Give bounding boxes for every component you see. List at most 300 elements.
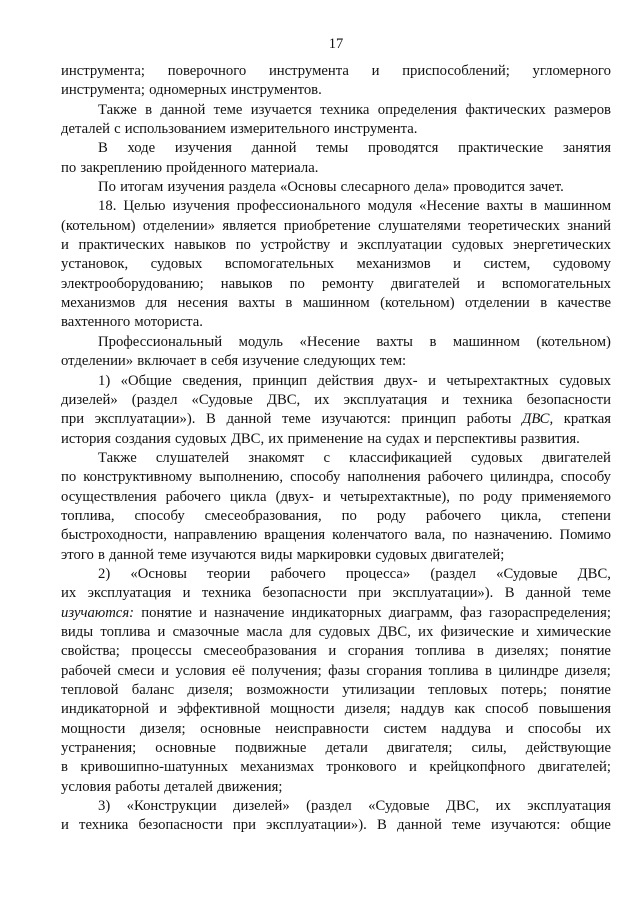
word: диаграмм,	[388, 604, 453, 621]
word: свойства;	[61, 643, 120, 660]
word: топлива,	[61, 507, 115, 524]
text-line	[61, 120, 611, 139]
word: двигателей	[541, 449, 611, 466]
word: «Общие	[120, 372, 172, 389]
word: энергетических	[513, 237, 611, 254]
word: сгорания	[347, 643, 404, 660]
word: отделении»	[142, 217, 216, 234]
word: индикаторных	[291, 604, 382, 621]
word: навыков	[174, 237, 227, 254]
word: подвижные	[234, 740, 307, 757]
text-line	[61, 797, 611, 816]
word: в	[476, 643, 484, 660]
text-line	[61, 488, 611, 507]
word: инструмента;	[61, 82, 146, 99]
word: двигателя;	[386, 740, 453, 757]
word: их	[495, 798, 511, 815]
word: действия	[317, 372, 374, 389]
word: понятие	[560, 643, 611, 660]
word: проводятся	[367, 140, 439, 157]
word: является	[222, 217, 277, 234]
word: сведения,	[182, 372, 243, 389]
word: «Конструкции	[126, 798, 217, 815]
word: по	[61, 159, 77, 176]
text-line	[61, 642, 611, 661]
word: тронкового	[326, 759, 397, 776]
word: детали	[325, 740, 368, 757]
word: изучения	[167, 179, 225, 196]
word: условия	[175, 662, 226, 679]
word: дела»	[414, 179, 450, 196]
word: рабочего	[425, 507, 482, 524]
word: и	[61, 817, 69, 834]
text-line	[61, 449, 611, 468]
word: механизмов	[356, 256, 431, 273]
word: их	[418, 623, 434, 640]
text-line	[61, 139, 611, 158]
word: эксплуатации»).	[266, 817, 367, 834]
word: и	[328, 643, 337, 660]
text-line	[61, 313, 611, 332]
word: теме	[213, 101, 243, 118]
word: смесеобразования	[203, 643, 317, 660]
word: понятие	[560, 682, 611, 698]
word: вахтенного	[61, 314, 131, 331]
word: изучение	[242, 353, 300, 370]
word: мощности	[61, 720, 126, 737]
word: получения;	[251, 662, 322, 679]
word: (раздел	[430, 565, 477, 582]
word: тепловой	[61, 682, 119, 698]
word: и	[476, 275, 485, 292]
word: назначению.	[474, 527, 553, 544]
word: как	[454, 701, 475, 718]
text-line	[61, 217, 611, 236]
word: «Основы	[280, 179, 337, 196]
word: рабочей	[61, 662, 112, 679]
word: вращения	[264, 527, 326, 544]
word: наддув	[400, 701, 445, 718]
word: рабочего	[165, 488, 221, 505]
word: дизеля;	[139, 720, 186, 737]
word: основные	[155, 740, 216, 757]
word: вахты	[486, 198, 524, 215]
word: движения;	[217, 778, 283, 795]
word: процесса»	[345, 565, 411, 582]
word: их	[61, 585, 77, 602]
word: ремонту	[321, 275, 374, 292]
word: итогам	[120, 179, 164, 196]
word: безопасности	[262, 585, 347, 602]
word: В	[504, 585, 515, 602]
word: быстроходности,	[61, 527, 167, 544]
word: качестве	[557, 295, 611, 312]
word: и	[423, 430, 432, 447]
word: судовых	[559, 372, 611, 389]
word: крейцкопфного	[429, 759, 526, 776]
word: проводится	[453, 179, 526, 196]
word: индикаторной	[61, 701, 150, 718]
word: ДВС,	[266, 391, 301, 408]
word: фаз	[459, 604, 482, 621]
word: дизелей»	[233, 798, 290, 815]
word: с	[323, 449, 330, 466]
word: (котельном)	[536, 333, 611, 350]
word: с	[114, 121, 121, 138]
text-line	[61, 236, 611, 255]
word: для	[145, 295, 168, 312]
word: (котельном)	[61, 217, 136, 234]
word: 3)	[98, 798, 111, 815]
word: изучения	[172, 198, 230, 215]
word: судовых	[318, 623, 371, 640]
word: модуля	[367, 198, 413, 215]
word: В	[376, 817, 387, 834]
word: этого	[61, 546, 94, 563]
word: основные	[200, 720, 261, 737]
word: работы	[115, 778, 160, 795]
word: ходе	[127, 140, 156, 157]
word: «Основы	[130, 565, 187, 582]
word: инструмента	[268, 63, 349, 79]
word: неисправности	[275, 720, 370, 737]
word: способы	[527, 720, 582, 737]
word: безопасности	[138, 817, 223, 834]
word: теме	[158, 546, 187, 563]
word: в	[145, 101, 153, 118]
word: осуществления	[61, 488, 157, 505]
word: потерь;	[501, 682, 548, 698]
text-line	[61, 372, 611, 391]
word: и	[61, 237, 69, 254]
word: по	[289, 275, 305, 292]
text-line	[61, 816, 611, 835]
text-line	[61, 430, 611, 449]
word: история	[61, 430, 111, 447]
text-line	[61, 778, 611, 797]
word: вспомогательных	[224, 256, 334, 273]
word: четырехтактные),	[339, 488, 450, 505]
word: двигателей	[390, 275, 460, 292]
word: фактических	[465, 101, 546, 118]
word: наполнения	[347, 469, 421, 486]
word: 1)	[98, 372, 111, 389]
word: судовых	[175, 430, 227, 447]
word: дизеля;	[344, 701, 391, 718]
text-line	[61, 391, 611, 410]
word: в	[485, 662, 492, 679]
word: степени	[561, 507, 611, 524]
word: и	[521, 623, 530, 640]
word: дизеля;	[565, 662, 611, 679]
word: «Судовые	[368, 798, 430, 815]
word: процессы	[131, 643, 192, 660]
word: в	[429, 333, 437, 350]
word: приспособлений;	[402, 63, 510, 79]
word: ДВС,	[377, 623, 411, 640]
word: способу	[560, 469, 611, 486]
word: их	[595, 720, 611, 737]
word: судовых	[150, 256, 203, 273]
word: топлива	[428, 662, 479, 679]
word: эксплуатации»).	[94, 411, 196, 428]
word: одномерных	[149, 82, 227, 99]
word: инструментов.	[230, 82, 322, 99]
word: общие	[570, 817, 611, 834]
word: выполнению,	[199, 469, 284, 486]
word: и	[371, 63, 380, 79]
word: по	[459, 488, 475, 505]
word: Помимо	[559, 527, 611, 544]
word: (котельном)	[380, 295, 455, 312]
word: «Несение	[299, 333, 360, 350]
word: вахты	[376, 333, 413, 350]
word: измерительного	[230, 121, 330, 138]
word: на	[367, 430, 382, 447]
word: конструктивному	[83, 469, 193, 486]
word: По	[98, 179, 116, 196]
word: назначение	[214, 604, 285, 621]
word: систем,	[483, 256, 531, 273]
text-line	[61, 333, 611, 352]
text-line	[61, 584, 611, 603]
word: физические	[440, 623, 514, 640]
word: темы	[316, 140, 349, 157]
word: способу	[290, 469, 341, 486]
word: и	[199, 604, 207, 621]
word: изучаются:	[61, 604, 135, 621]
word: слесарного	[340, 179, 411, 196]
word: при	[232, 817, 256, 834]
word: в	[200, 353, 207, 370]
word: краткая	[563, 411, 611, 428]
word: Целью	[123, 198, 166, 215]
word: судовых	[471, 449, 523, 466]
word: теме	[282, 411, 311, 428]
word: рабочего	[427, 469, 483, 486]
word: работы	[466, 411, 512, 428]
word: в	[540, 295, 548, 312]
word: для	[289, 623, 312, 640]
word: эффективной	[177, 701, 261, 718]
word: при	[61, 411, 85, 428]
word: техника	[463, 391, 513, 408]
word: развития.	[520, 430, 580, 447]
word: «Судовые	[191, 391, 253, 408]
word: машинном	[302, 295, 370, 312]
word: следующих	[303, 353, 376, 370]
word: 2)	[98, 565, 111, 582]
word: данной	[226, 411, 272, 428]
word: условия	[61, 778, 112, 795]
word: электрооборудованию;	[61, 275, 204, 292]
word: Профессиональный	[98, 333, 223, 350]
word: несения	[177, 295, 229, 312]
word: их	[268, 430, 284, 447]
word: техника	[320, 101, 370, 118]
word: модуль	[238, 333, 284, 350]
word: вала,	[414, 527, 446, 544]
text-line	[61, 700, 611, 719]
word: дизеля;	[187, 682, 234, 698]
word: применяемого	[521, 488, 611, 505]
word: в	[61, 759, 68, 776]
word: отделении	[465, 295, 530, 312]
text-line	[61, 352, 611, 371]
text-line	[61, 623, 611, 642]
word: устранения;	[61, 740, 137, 757]
word: вахты	[238, 295, 275, 312]
text-line	[61, 410, 611, 429]
word: тем:	[379, 353, 407, 370]
word: понятие	[141, 604, 192, 621]
word: судах	[385, 430, 420, 447]
word: вспомогательных	[501, 275, 611, 292]
word: её	[232, 662, 246, 679]
text-line	[61, 758, 611, 777]
word: цикла,	[501, 507, 542, 524]
word: изучаются	[190, 546, 257, 563]
word: угломерного	[532, 63, 611, 79]
word: дизелях;	[495, 643, 549, 660]
word: Также	[98, 449, 137, 466]
word: данной	[251, 140, 297, 157]
word: эксплуатации	[357, 237, 443, 254]
word: устройству	[260, 237, 331, 254]
word: утилизации	[342, 682, 415, 698]
word: ДВС,	[522, 411, 554, 428]
text-line	[61, 81, 611, 100]
text-line	[61, 275, 611, 294]
word: размеров	[554, 101, 611, 118]
text-line	[61, 294, 611, 313]
word: двигателей;	[431, 546, 505, 563]
word: использованием	[124, 121, 226, 138]
text-line	[61, 720, 611, 739]
word: повышения	[538, 701, 611, 718]
word: топлива	[415, 643, 466, 660]
text-line	[61, 62, 611, 81]
word: техника	[201, 585, 252, 602]
word: и	[159, 701, 168, 718]
word: установок,	[61, 256, 129, 273]
word: моториста.	[134, 314, 203, 331]
word: газораспределения;	[489, 604, 611, 621]
word: топлива	[100, 623, 151, 640]
word: и	[441, 391, 450, 408]
word: навыков	[220, 275, 273, 292]
word: цикла	[229, 488, 267, 505]
word: и	[339, 237, 348, 254]
word: машинном	[452, 333, 520, 350]
word: систем	[383, 720, 427, 737]
word: включает	[137, 353, 196, 370]
word: закреплению	[80, 159, 163, 176]
word: Также	[98, 101, 137, 118]
word: в	[285, 295, 293, 312]
text-line	[61, 255, 611, 274]
word: техника	[79, 817, 129, 834]
word: смесеобразования,	[204, 507, 322, 524]
text-line	[61, 159, 611, 178]
body-text	[61, 62, 611, 836]
word: и	[161, 662, 169, 679]
word: данной	[160, 101, 206, 118]
word: эксплуатация	[87, 585, 172, 602]
word: 18.	[98, 198, 117, 215]
word: двух-	[384, 372, 418, 389]
word: наддува	[441, 720, 492, 737]
word: классификацией	[349, 449, 452, 466]
text-line	[61, 507, 611, 526]
word: двигателей;	[537, 759, 611, 776]
word: знакомят	[248, 449, 305, 466]
word: возможности	[246, 682, 329, 698]
word: кривошипно-шатунных	[80, 759, 228, 776]
word: фазы	[328, 662, 360, 679]
word: механизмов	[61, 295, 136, 312]
word: теме	[582, 585, 611, 602]
word: практические	[458, 140, 544, 157]
word: пройденного	[166, 159, 247, 176]
word: четырехтактных	[446, 372, 549, 389]
word: и	[322, 488, 331, 505]
word: приобретение	[283, 217, 371, 234]
word: цилиндра,	[489, 469, 554, 486]
word: химические	[536, 623, 611, 640]
word: изучения	[174, 140, 232, 157]
word: механизмах	[240, 759, 315, 776]
word: их	[314, 391, 330, 408]
word: применение	[287, 430, 364, 447]
word: способ	[485, 701, 529, 718]
text-line	[61, 681, 611, 700]
text-line	[61, 662, 611, 681]
word: эксплуатация	[343, 391, 428, 408]
word: направлению	[173, 527, 258, 544]
word: перспективы	[435, 430, 517, 447]
word: себя	[211, 353, 239, 370]
word: по	[452, 527, 468, 544]
word: эксплуатации»).	[392, 585, 494, 602]
word: ДВС,	[445, 798, 480, 815]
word: теме	[452, 817, 481, 834]
word: занятия	[562, 140, 611, 157]
text-line	[61, 565, 611, 584]
word: способу	[134, 507, 185, 524]
text-line	[61, 526, 611, 545]
word: поверочного	[167, 63, 247, 79]
word: действующие	[525, 740, 611, 757]
word: теории	[207, 565, 251, 582]
word: безопасности	[526, 391, 611, 408]
word: судовых	[451, 237, 504, 254]
word: мощности	[270, 701, 335, 718]
word: (раздел	[306, 798, 352, 815]
word: В	[206, 411, 216, 428]
text-line	[61, 604, 611, 623]
text-line	[61, 178, 611, 197]
word: силы,	[471, 740, 507, 757]
word: и	[453, 256, 462, 273]
word: судовых	[375, 546, 428, 563]
word: принцип	[401, 411, 456, 428]
word: принцип	[252, 372, 307, 389]
word: данной	[109, 546, 154, 563]
word: коленчатого	[332, 527, 408, 544]
word: В	[98, 140, 108, 157]
text-line	[61, 101, 611, 120]
